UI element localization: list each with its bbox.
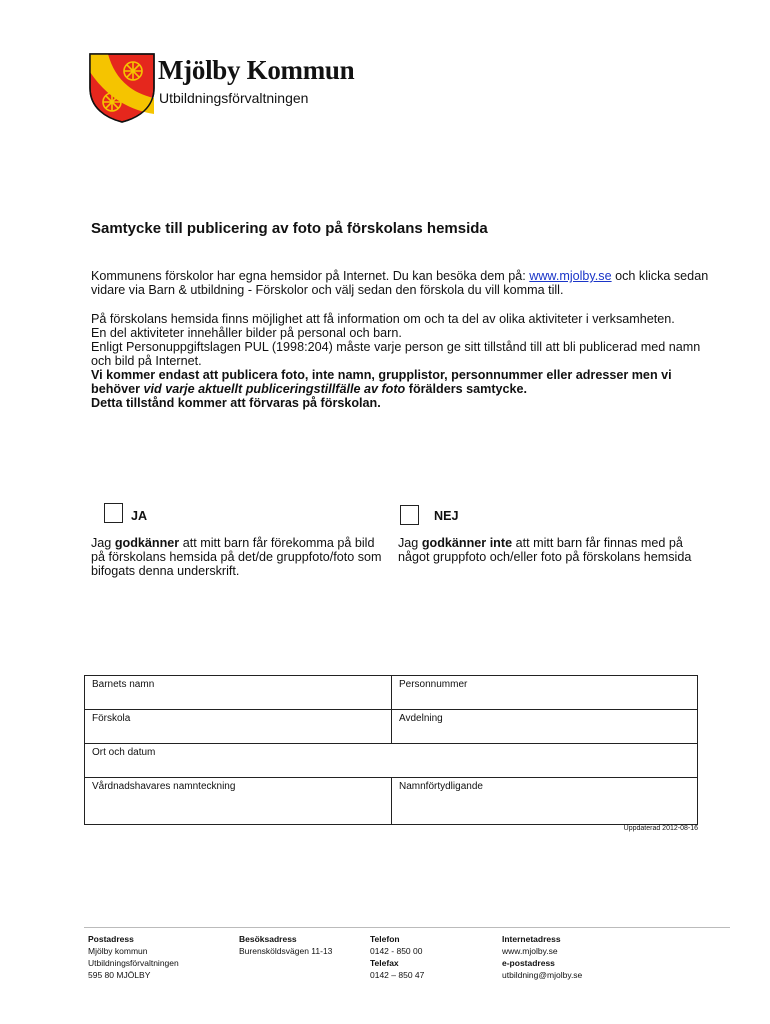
department-field[interactable]: Avdelning — [399, 713, 443, 724]
footer-email-link[interactable]: utbildning@mjolby.se — [502, 970, 583, 980]
form-row — [85, 710, 697, 744]
yes-checkbox[interactable] — [104, 503, 123, 523]
yes-description: Jag godkänner att mitt barn får förekomma på bild på förskolans hemsida på det/de gruppfoto/foto som bifogats denna underskrift. — [91, 536, 382, 578]
form-row — [85, 744, 697, 778]
website-link[interactable]: www.mjolby.se — [529, 269, 612, 283]
personal-number-field[interactable]: Personnummer — [399, 679, 468, 690]
consent-form-table — [84, 675, 698, 825]
form-row — [85, 676, 697, 710]
org-name: Mjölby Kommun — [158, 55, 355, 85]
intro-text-before: Kommunens förskolor har egna hemsidor på Internet. Du kan besöka dem på: — [91, 269, 530, 283]
info-bold-italic: vid varje aktuellt publiceringstillfälle av foto — [143, 382, 406, 396]
info-paragraph — [91, 312, 711, 410]
footer-phone: Telefon 0142 - 850 00 Telefax 0142 – 850 47 — [370, 934, 425, 980]
info-line-2: En del aktiviteter innehåller bilder på personal och barn. — [91, 326, 402, 340]
info-storage-note: Detta tillstånd kommer att förvaras på förskolan. — [91, 396, 381, 410]
info-bold-a: Vi kommer endast att publicera foto, inte namn, grupplistor, personnummer eller adresser men vi behöver — [91, 368, 672, 396]
info-bold-statement — [91, 368, 711, 396]
footer-website-link[interactable]: www.mjolby.se — [502, 946, 558, 956]
no-description: Jag godkänner inte att mitt barn får finnas med på något gruppfoto och/eller foto på förskolans hemsida — [398, 536, 692, 564]
no-label: NEJ — [434, 509, 459, 523]
child-name-field[interactable]: Barnets namn — [85, 676, 392, 709]
info-line-3: Enligt Personuppgiftslagen PUL (1998:204) måste varje person ge sitt tillstånd till att bli publicerad med namn och bild på Internet. — [91, 340, 701, 368]
no-checkbox[interactable] — [400, 505, 419, 525]
footer-postal: Postadress Mjölby kommun Utbildningsförvaltningen 595 80 MJÖLBY — [88, 934, 179, 980]
preschool-field[interactable]: Förskola — [85, 710, 392, 743]
department-name: Utbildningsförvaltningen — [159, 90, 309, 106]
coat-of-arms-icon — [88, 52, 158, 124]
footer-divider — [84, 927, 730, 928]
info-bold-b: förälders samtycke. — [405, 382, 528, 396]
intro-paragraph — [91, 269, 711, 297]
updated-date: Uppdaterad 2012-08-16 — [623, 825, 698, 832]
yes-label: JA — [131, 509, 148, 523]
place-date-field[interactable]: Ort och datum — [92, 747, 156, 758]
form-row — [85, 778, 697, 824]
footer-web: Internetadress www.mjolby.se e-postadress utbildning@mjolby.se — [502, 934, 583, 980]
guardian-signature-field[interactable]: Vårdnadshavares namnteckning — [85, 778, 392, 824]
page-title: Samtycke till publicering av foto på förskolans hemsida — [91, 220, 488, 237]
name-clarification-field[interactable]: Namnförtydligande — [399, 781, 483, 792]
info-line-1: På förskolans hemsida finns möjlighet att få information om och ta del av olika aktiviteter i verksamheten. — [91, 312, 675, 326]
intro-text-after: och klicka sedan vidare via Barn & utbildning - Förskolor och välj sedan den förskola du vill komma till. — [91, 269, 709, 297]
footer-visit: Besöksadress Burensköldsvägen 11-13 — [239, 934, 333, 956]
